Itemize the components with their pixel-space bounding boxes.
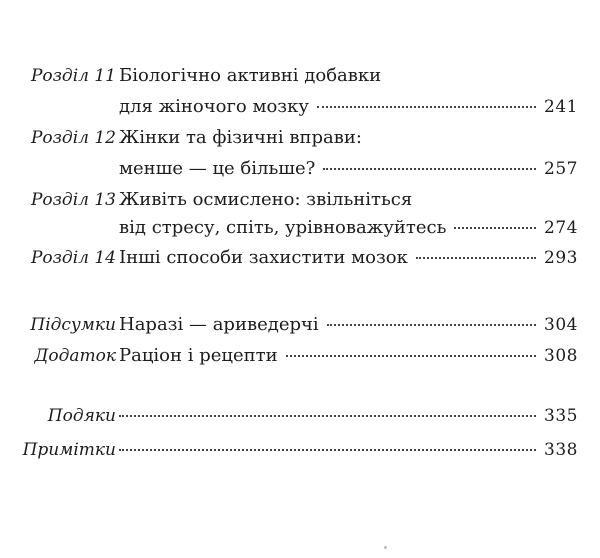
entry-title-line (119, 65, 578, 87)
entry-title-line (119, 96, 578, 118)
entry-title: Жінки та фізичні вправи: (119, 127, 362, 148)
entry-title: для жіночого мозку (119, 96, 309, 117)
dot-leader (317, 105, 536, 108)
dot-leader (327, 323, 536, 326)
entry-title-line (119, 217, 578, 239)
chapter-label: Розділ 13 (30, 190, 116, 210)
dot-leader (119, 414, 536, 417)
dot-leader (286, 354, 536, 357)
page-number: 304 (544, 315, 578, 335)
entry-title: Наразі — ариведерчі (119, 314, 319, 335)
dot-leader (119, 448, 536, 451)
section-label: Додаток (34, 346, 116, 366)
entry-title-line (119, 127, 578, 149)
entry-title: менше — це більше? (119, 158, 316, 179)
entry-title-line (119, 314, 578, 336)
entry-title: Інші способи захистити мозок (119, 247, 408, 268)
dot-leader (323, 167, 536, 170)
entry-title-line (119, 439, 578, 461)
entry-title-line (119, 345, 578, 367)
section-label: Підсумки (30, 315, 116, 335)
page-number: 257 (544, 159, 578, 179)
section-label: Подяки (47, 406, 116, 426)
section-label: Примітки (22, 440, 116, 460)
entry-title-line (119, 247, 578, 269)
dot-leader (416, 256, 536, 259)
page-number: 241 (544, 97, 578, 117)
entry-title: Раціон і рецепти (119, 345, 278, 366)
chapter-label: Розділ 14 (30, 248, 116, 268)
page-number: 308 (544, 346, 578, 366)
entry-title: Біологічно активні добавки (119, 65, 382, 86)
chapter-label: Розділ 11 (30, 66, 116, 86)
entry-title-line (119, 405, 578, 427)
page-number: 335 (544, 406, 578, 426)
page-number: 338 (544, 440, 578, 460)
paper-speck (384, 546, 387, 549)
entry-title: від стресу, спіть, урівноважуйтесь (119, 217, 447, 238)
chapter-label: Розділ 12 (30, 128, 116, 148)
entry-title-line (119, 189, 578, 211)
dot-leader (454, 226, 536, 229)
entry-title: Живіть осмислено: звільніться (119, 189, 413, 210)
page-number: 293 (544, 248, 578, 268)
page-number: 274 (544, 218, 578, 238)
entry-title-line (119, 158, 578, 180)
